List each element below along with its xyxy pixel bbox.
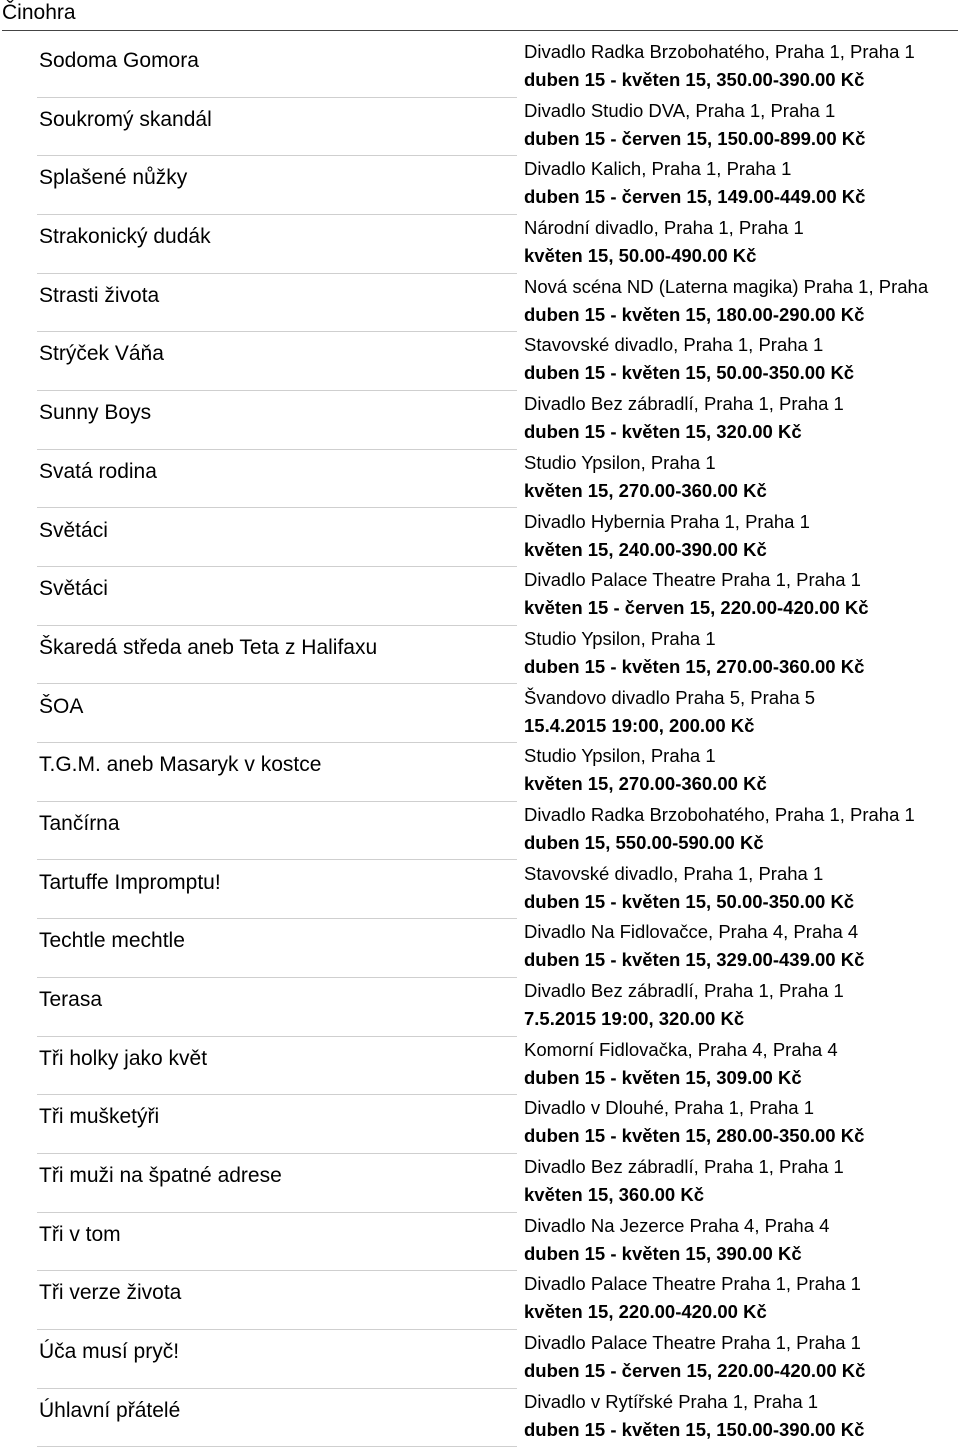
play-title[interactable]: Strakonický dudák bbox=[39, 225, 211, 249]
play-title[interactable]: Sunny Boys bbox=[39, 401, 152, 425]
play-dates-price: 7.5.2015 19:00, 320.00 Kč bbox=[524, 1008, 745, 1029]
play-dates-price: 15.4.2015 19:00, 200.00 Kč bbox=[524, 714, 755, 736]
play-venue: Divadlo v Dlouhé, Praha 1, Praha 1 bbox=[524, 1097, 815, 1119]
list-item[interactable] bbox=[0, 509, 960, 568]
play-dates-price: duben 15 - květen 15, 350.00-390.00 Kč bbox=[524, 69, 865, 90]
play-venue: Divadlo Palace Theatre Praha 1, Praha 1 bbox=[524, 1273, 861, 1295]
play-venue: Studio Ypsilon, Praha 1 bbox=[524, 451, 716, 473]
section-header bbox=[2, 0, 958, 31]
play-title[interactable]: Strasti života bbox=[39, 283, 160, 307]
play-dates-price: duben 15 - květen 15, 150.00-390.00 Kč bbox=[524, 1418, 865, 1440]
play-dates-price: duben 15 - květen 15, 50.00-350.00 Kč bbox=[524, 890, 855, 912]
play-title[interactable]: Tři mušketýři bbox=[39, 1105, 160, 1129]
play-venue: Stavovské divadlo, Praha 1, Praha 1 bbox=[524, 862, 824, 884]
play-title[interactable]: Tři verze života bbox=[39, 1281, 182, 1305]
play-title[interactable]: Škaredá středa aneb Teta z Halifaxu bbox=[39, 635, 378, 659]
play-dates-price: květen 15, 270.00-360.00 Kč bbox=[524, 479, 767, 501]
list-item[interactable] bbox=[0, 802, 960, 861]
list-item[interactable] bbox=[0, 1037, 960, 1096]
list-item[interactable] bbox=[0, 274, 960, 333]
list-item[interactable] bbox=[0, 39, 960, 98]
play-venue: Národní divadlo, Praha 1, Praha 1 bbox=[524, 217, 804, 239]
play-venue: Divadlo Palace Theatre Praha 1, Praha 1 bbox=[524, 1332, 861, 1354]
play-venue: Divadlo Palace Theatre Praha 1, Praha 1 bbox=[524, 569, 861, 591]
list-item[interactable] bbox=[0, 1271, 960, 1330]
play-title[interactable]: Tartuffe Impromptu! bbox=[39, 870, 221, 894]
play-dates-price: květen 15, 270.00-360.00 Kč bbox=[524, 773, 767, 795]
play-title[interactable]: Svatá rodina bbox=[39, 459, 157, 483]
play-title[interactable]: Terasa bbox=[39, 988, 103, 1011]
play-dates-price: květen 15, 50.00-490.00 Kč bbox=[524, 245, 757, 267]
list-item[interactable] bbox=[0, 1213, 960, 1272]
play-title[interactable]: Úča musí pryč! bbox=[39, 1340, 180, 1364]
play-dates-price: duben 15 - květen 15, 390.00 Kč bbox=[524, 1242, 802, 1264]
play-title[interactable]: Tančírna bbox=[39, 811, 120, 835]
play-venue: Švandovo divadlo Praha 5, Praha 5 bbox=[524, 686, 816, 708]
play-dates-price: květen 15, 220.00-420.00 Kč bbox=[524, 1301, 767, 1323]
play-venue: Divadlo Bez zábradlí, Praha 1, Praha 1 bbox=[524, 393, 844, 415]
list-item[interactable] bbox=[0, 685, 960, 744]
play-venue: Divadlo v Rytířské Praha 1, Praha 1 bbox=[524, 1390, 819, 1412]
play-dates-price: květen 15 - červen 15, 220.00-420.00 Kč bbox=[524, 597, 869, 619]
play-dates-price: květen 15, 360.00 Kč bbox=[524, 1184, 704, 1206]
play-title[interactable]: Úhlavní přátelé bbox=[39, 1398, 181, 1422]
play-dates-price: duben 15, 550.00-590.00 Kč bbox=[524, 831, 764, 853]
play-title[interactable]: Tři holky jako květ bbox=[39, 1046, 208, 1070]
play-title[interactable]: Strýček Váňa bbox=[39, 342, 164, 366]
list-item[interactable] bbox=[0, 1095, 960, 1154]
play-venue: Divadlo Studio DVA, Praha 1, Praha 1 bbox=[524, 99, 836, 121]
play-title[interactable]: Sodoma Gomora bbox=[39, 49, 199, 72]
play-title[interactable]: Tři muži na špatné adrese bbox=[39, 1164, 282, 1188]
play-title[interactable]: Soukromý skandál bbox=[39, 107, 212, 131]
play-venue: Studio Ypsilon, Praha 1 bbox=[524, 745, 716, 767]
list-item[interactable] bbox=[0, 98, 960, 157]
list-item[interactable] bbox=[0, 978, 960, 1037]
list-item[interactable] bbox=[0, 743, 960, 802]
list-item[interactable] bbox=[0, 567, 960, 626]
play-dates-price: duben 15 - červen 15, 220.00-420.00 Kč bbox=[524, 1360, 866, 1382]
play-dates-price: duben 15 - červen 15, 149.00-449.00 Kč bbox=[524, 186, 866, 208]
list-item[interactable] bbox=[0, 1154, 960, 1213]
play-dates-price: duben 15 - květen 15, 320.00 Kč bbox=[524, 421, 802, 443]
list-item[interactable] bbox=[0, 391, 960, 450]
list-item[interactable] bbox=[0, 861, 960, 920]
play-venue: Stavovské divadlo, Praha 1, Praha 1 bbox=[524, 334, 824, 356]
play-title[interactable]: Tři v tom bbox=[39, 1222, 121, 1246]
play-venue: Divadlo Na Fidlovačce, Praha 4, Praha 4 bbox=[524, 921, 859, 943]
play-dates-price: duben 15 - květen 15, 270.00-360.00 Kč bbox=[524, 655, 865, 677]
play-venue: Divadlo Radka Brzobohatého, Praha 1, Praha 1 bbox=[524, 41, 915, 62]
play-title[interactable]: ŠOA bbox=[39, 694, 84, 718]
list-item[interactable] bbox=[0, 1389, 960, 1448]
play-dates-price: květen 15, 240.00-390.00 Kč bbox=[524, 538, 767, 560]
play-title[interactable]: Světáci bbox=[39, 518, 108, 542]
play-venue: Divadlo Na Jezerce Praha 4, Praha 4 bbox=[524, 1214, 830, 1236]
play-venue: Divadlo Bez zábradlí, Praha 1, Praha 1 bbox=[524, 1156, 844, 1178]
play-venue: Divadlo Hybernia Praha 1, Praha 1 bbox=[524, 510, 810, 532]
play-dates-price: duben 15 - červen 15, 150.00-899.00 Kč bbox=[524, 127, 866, 149]
play-dates-price: duben 15 - květen 15, 280.00-350.00 Kč bbox=[524, 1125, 865, 1147]
play-venue: Divadlo Bez zábradlí, Praha 1, Praha 1 bbox=[524, 980, 844, 1001]
play-venue: Divadlo Radka Brzobohatého, Praha 1, Praha 1 bbox=[524, 803, 915, 825]
play-dates-price: duben 15 - květen 15, 309.00 Kč bbox=[524, 1066, 802, 1088]
section-title: Činohra bbox=[2, 1, 76, 24]
play-title[interactable]: Techtle mechtle bbox=[39, 929, 185, 953]
play-dates-price: duben 15 - květen 15, 180.00-290.00 Kč bbox=[524, 303, 865, 325]
play-venue: Komorní Fidlovačka, Praha 4, Praha 4 bbox=[524, 1038, 838, 1060]
list-item[interactable] bbox=[0, 919, 960, 978]
play-title[interactable]: T.G.M. aneb Masaryk v kostce bbox=[39, 753, 322, 777]
play-title[interactable]: Splašené nůžky bbox=[39, 166, 188, 190]
list-item[interactable] bbox=[0, 1330, 960, 1389]
play-venue: Nová scéna ND (Laterna magika) Praha 1, Praha bbox=[524, 275, 929, 297]
play-venue: Divadlo Kalich, Praha 1, Praha 1 bbox=[524, 158, 792, 180]
play-dates-price: duben 15 - květen 15, 50.00-350.00 Kč bbox=[524, 362, 855, 384]
play-title[interactable]: Světáci bbox=[39, 577, 108, 601]
list-item[interactable] bbox=[0, 626, 960, 685]
list-item[interactable] bbox=[0, 332, 960, 391]
play-list bbox=[0, 39, 960, 1448]
play-venue: Studio Ypsilon, Praha 1 bbox=[524, 627, 716, 649]
list-item[interactable] bbox=[0, 156, 960, 215]
list-item[interactable] bbox=[0, 450, 960, 509]
list-item[interactable] bbox=[0, 215, 960, 274]
play-dates-price: duben 15 - květen 15, 329.00-439.00 Kč bbox=[524, 949, 865, 971]
